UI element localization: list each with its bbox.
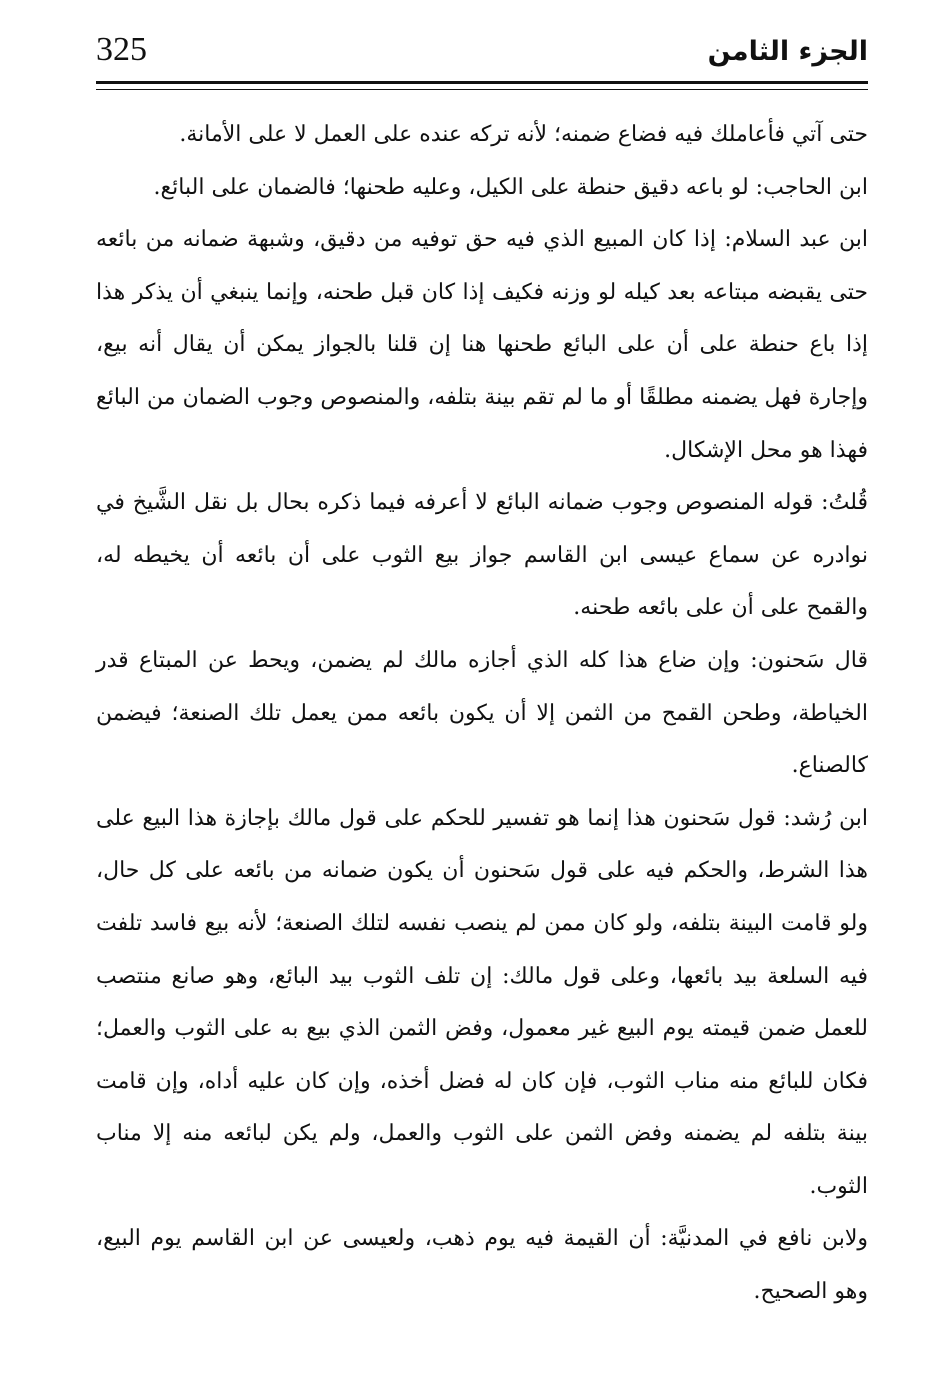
paragraph: حتى آتي فأعاملك فيه فضاع ضمنه؛ لأنه تركه عنده على العمل لا على الأمانة. bbox=[179, 122, 868, 147]
page-number: 325 bbox=[96, 31, 147, 68]
body-text bbox=[96, 109, 868, 1319]
paragraph: ابن رُشد: قول سَحنون هذا إنما هو تفسير للحكم على قول مالك بإجازة هذا البيع على هذا الشرط، والحكم فيه على قول سَحنون أن يكون ضمانه من بائعه على كل حال، ولو قامت البينة بتلفه، ولو كان ممن لم ينصب نفسه لتلك الصنعة؛ لأنه بيع فاسد تلفت فيه السلعة بيد بائعها، وعلى قول مالك: إن تلف الثوب بيد البائع، وهو صانع منتصب للعمل ضمن قيمته يوم البيع غير معمول، وفض الثمن الذي بيع به على الثوب والعمل؛ فكان للبائع منه مناب الثوب، فإن كان له فضل أخذه، وإن كان عليه أداه، وإن قامت بينة بتلفه لم يضمنه وفض الثمن على الثوب والعمل، ولم يكن لبائعه منه إلا مناب الثوب. bbox=[96, 805, 868, 1199]
paragraph: قُلتُ: قوله المنصوص وجوب ضمانه البائع لا أعرفه فيما ذكره بحال بل نقل الشَّيخ في نوادره عن سماع عيسى ابن القاسم جواز بيع الثوب على أن بائعه أن يخيطه له، والقمح على أن على بائعه طحنه. bbox=[96, 490, 868, 621]
paragraph: ولابن نافع في المدنيَّة: أن القيمة فيه يوم ذهب، ولعيسى عن ابن القاسم يوم البيع، وهو الصحيح. bbox=[96, 1226, 868, 1305]
page-header bbox=[96, 28, 868, 88]
running-title: الجزء الثامن bbox=[707, 36, 868, 67]
paragraph: ابن الحاجب: لو باعه دقيق حنطة على الكيل، وعليه طحنها؛ فالضمان على البائع. bbox=[153, 174, 868, 200]
paragraph: قال سَحنون: وإن ضاع هذا كله الذي أجازه مالك لم يضمن، ويحط عن المبتاع قدر الخياطة، وطحن القمح من الثمن إلا أن يكون بائعه ممن يعمل تلك الصنعة؛ فيضمن كالصناع. bbox=[96, 647, 868, 779]
header-rule-thin bbox=[96, 89, 868, 90]
paragraph: ابن عبد السلام: إذا كان المبيع الذي فيه حق توفيه من دقيق، وشبهة ضمانه من بائعه حتى يقبضه مبتاعه بعد كيله لو وزنه فكيف إذا كان قبل طحنه، وإنما ينبغي أن يذكر هذا إذا باع حنطة على أن على البائع طحنها هنا إن قلنا بالجواز يمكن أن يقال أنه بيع، وإجارة فهل يضمنه مطلقًا أو ما لم تقم بينة بتلفه، والمنصوص وجوب الضمان من البائع فهذا هو محل الإشكال. bbox=[96, 227, 868, 463]
header-rule-thick bbox=[96, 81, 868, 84]
